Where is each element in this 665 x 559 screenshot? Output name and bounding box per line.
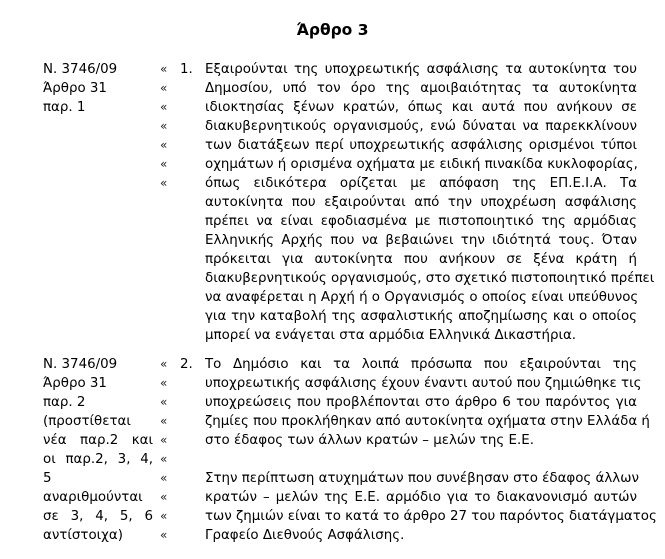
text-row [0, 98, 665, 117]
law-reference: Άρθρο 31 [43, 376, 107, 391]
text-row [0, 60, 665, 79]
paragraph-text-line: πρέπει να είναι εφοδιασμένα με πιστοποιητικό της αρμόδιας [205, 214, 637, 229]
paragraph-text-line: οχημάτων ή ορισμένα οχήματα με ειδική πινακίδα κυκλοφορίας, [205, 157, 638, 172]
quote-mark: « [160, 81, 168, 95]
text-row [0, 488, 665, 507]
quote-mark: « [160, 157, 168, 171]
article-title: Άρθρο 3 [296, 21, 369, 39]
text-row [0, 79, 665, 98]
text-row [0, 355, 665, 374]
text-row [0, 117, 665, 136]
quote-mark: « [160, 528, 168, 542]
quote-mark: « [160, 433, 168, 447]
law-reference: παρ. 2 [43, 395, 86, 410]
paragraph-number: 2. [180, 357, 193, 372]
quote-mark: « [160, 490, 168, 504]
paragraph-text-line: για την καταβολή της ασφαλιστικής αποζημίωσης και ο οποίος [205, 309, 637, 324]
paragraph-text-line: κρατών – μελών της Ε.Ε. αρμόδιο για το διακανονισμό αυτών [205, 490, 637, 505]
paragraph-number: 1. [180, 62, 193, 77]
paragraph-text-line: Στην περίπτωση ατυχημάτων που συνέβησαν στο έδαφος άλλων [205, 471, 639, 486]
text-row [0, 507, 665, 526]
paragraph-text-line: όπως ειδικότερα ορίζεται με απόφαση της ΕΠ.Ε.Ι.Α. Τα [205, 176, 637, 191]
law-reference: παρ. 1 [43, 100, 86, 115]
law-reference: αντίστοιχα) [43, 528, 123, 543]
paragraph-text-line: Εξαιρούνται της υποχρεωτικής ασφάλισης τα αυτοκίνητα του [205, 62, 637, 77]
quote-mark: « [160, 62, 168, 76]
paragraph-text-line: υποχρεωτικής ασφάλισης έχουν έναντι αυτού που ζημιώθηκε τις [205, 376, 642, 391]
quote-mark: « [160, 414, 168, 428]
quote-mark: « [160, 395, 168, 409]
paragraph-1 [0, 60, 665, 345]
law-reference: 5 [43, 471, 52, 486]
text-row [0, 212, 665, 231]
quote-mark: « [160, 176, 168, 190]
paragraph-text-line: διακυβερνητικούς οργανισμούς, στο σχετικό πιστοποιητικό πρέπει [205, 271, 655, 286]
paragraph-text-line: πρόκειται για αυτοκίνητα που ανήκουν σε ξένα κράτη ή [205, 252, 637, 267]
law-reference: σε 3, 4, 5, 6 [43, 509, 153, 524]
law-reference: οι παρ.2, 3, 4, [43, 452, 153, 467]
quote-mark: « [160, 100, 168, 114]
text-row [0, 155, 665, 174]
quote-mark: « [160, 509, 168, 523]
paragraph-text-line: να αναφέρεται η Αρχή ή ο Οργανισμός ο οποίος είναι υπεύθυνος [205, 290, 639, 305]
text-row [0, 393, 665, 412]
paragraph-text-line: ιδιοκτησίας ξένων κρατών, όπως και αυτά που ανήκουν σε [205, 100, 637, 115]
paragraph-text-line: Ελληνικής Αρχής που να βεβαιώνει την ιδιότητά τους. Όταν [205, 233, 637, 248]
text-row [0, 288, 665, 307]
text-row [0, 374, 665, 393]
text-row [0, 269, 665, 288]
text-row [0, 193, 665, 212]
law-reference: Ν. 3746/09 [43, 357, 118, 372]
quote-mark: « [160, 138, 168, 152]
text-row [0, 136, 665, 155]
paragraph-text-line: Το Δημόσιο και τα λοιπά πρόσωπα που εξαιρούνται της [205, 357, 637, 372]
text-row [0, 450, 665, 469]
quote-mark: « [160, 376, 168, 390]
text-row [0, 326, 665, 345]
paragraph-text-line: υποχρεώσεις που προβλέπονται στο άρθρο 6 του παρόντος για [205, 395, 637, 410]
law-reference: αναριθμούνται [43, 490, 143, 505]
text-row [0, 174, 665, 193]
paragraph-text-line: διακυβερνητικούς οργανισμούς, ενώ δύναται να παρεκκλίνουν [205, 119, 637, 134]
text-row [0, 469, 665, 488]
law-reference: (προστίθεται [43, 414, 131, 429]
paragraph-text-line: Γραφείο Διεθνούς Ασφάλισης. [205, 528, 405, 543]
paragraph-text-line: αυτοκίνητα που εξαιρούνται από την υποχρέωση ασφάλισης [205, 195, 637, 210]
paragraph-2 [0, 355, 665, 545]
quote-mark: « [160, 471, 168, 485]
quote-mark: « [160, 452, 168, 466]
law-reference: Άρθρο 31 [43, 81, 107, 96]
text-row [0, 250, 665, 269]
text-row [0, 526, 665, 545]
text-row [0, 431, 665, 450]
text-row [0, 307, 665, 326]
law-reference: Ν. 3746/09 [43, 62, 118, 77]
quote-mark: « [160, 357, 168, 371]
paragraph-text-line: μπορεί να ενάγεται στα αρμόδια Ελληνικά Δικαστήρια. [205, 328, 577, 343]
paragraph-text-line: των διατάξεων περί υποχρεωτικής ασφάλισης ορισμένοι τύποι [205, 138, 637, 153]
text-row [0, 231, 665, 250]
law-reference: νέα παρ.2 και [43, 433, 153, 448]
text-row [0, 412, 665, 431]
paragraph-text-line: Δημοσίου, υπό τον όρο της αμοιβαιότητας τα αυτοκίνητα [205, 81, 637, 96]
paragraph-text-line: των ζημιών είναι το κατά το άρθρο 27 του παρόντος διατάγματος [205, 509, 657, 524]
quote-mark: « [160, 119, 168, 133]
paragraph-text-line: στο έδαφος των άλλων κρατών – μελών της Ε.Ε. [205, 433, 534, 448]
paragraph-text-line: ζημίες που προκλήθηκαν από αυτοκίνητα οχήματα στην Ελλάδα ή [205, 414, 650, 429]
